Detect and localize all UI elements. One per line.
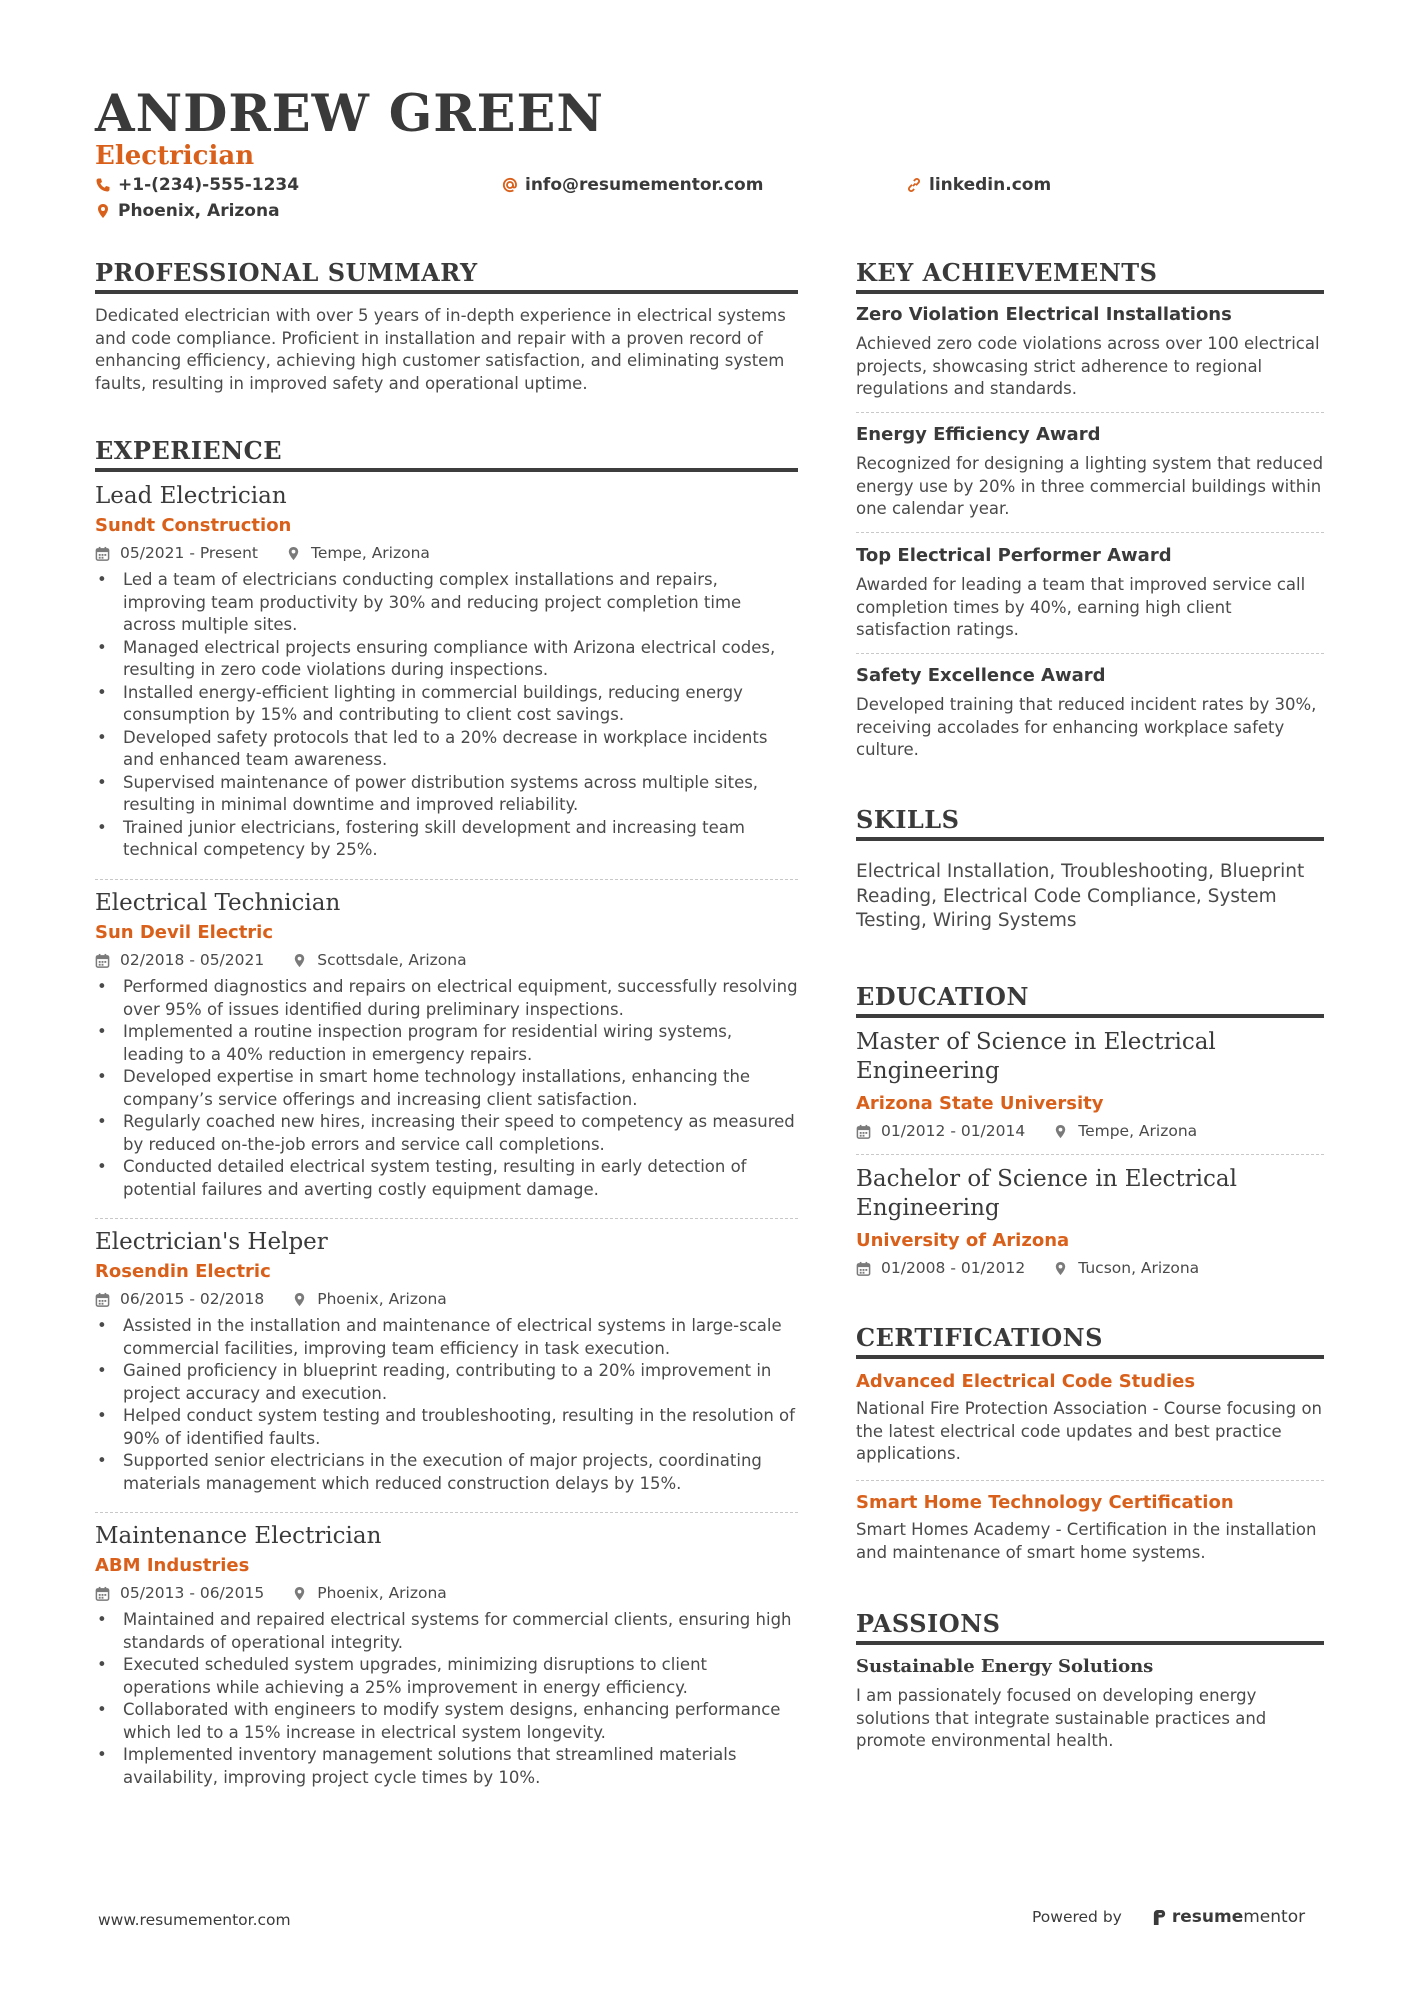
- job-bullet: • Gained proficiency in blueprint reading, contributing to a 20% improvement in project accuracy and execution.: [95, 1360, 798, 1405]
- location-text: Phoenix, Arizona: [118, 201, 280, 221]
- education-school: University of Arizona: [856, 1230, 1070, 1251]
- achievement-item: [856, 303, 1324, 401]
- phone-icon: [95, 177, 111, 193]
- job-dates: 05/2013 - 06/2015: [120, 1584, 265, 1602]
- calendar-icon: [856, 1261, 871, 1276]
- link-icon: [906, 177, 922, 193]
- job-company: Rosendin Electric: [95, 1261, 271, 1282]
- achievement-title: Energy Efficiency Award: [856, 424, 1101, 445]
- education-dates: 01/2012 - 01/2014: [881, 1122, 1026, 1140]
- job-location-text: Tempe, Arizona: [311, 544, 430, 562]
- divider: [95, 879, 798, 880]
- achievement-item: [856, 423, 1324, 521]
- section-heading-skills: SKILLS: [856, 805, 1324, 841]
- job-meta: [95, 1583, 798, 1603]
- location-pin-icon: [1053, 1261, 1068, 1276]
- powered-by-label: Powered by: [1032, 1908, 1122, 1926]
- education-location-text: Tempe, Arizona: [1078, 1122, 1198, 1140]
- location-pin-icon: [95, 203, 111, 219]
- education-location: [1053, 1121, 1197, 1141]
- education-location: [1053, 1258, 1199, 1278]
- passion-desc: I am passionately focused on developing energy solutions that integrate sustainable practices and promote environmental health.: [856, 1686, 1267, 1750]
- job-bullets: [95, 569, 798, 862]
- section-heading-education: EDUCATION: [856, 982, 1324, 1018]
- job-bullets: [95, 976, 798, 1201]
- job-dates: 06/2015 - 02/2018: [120, 1290, 265, 1308]
- job-bullet: • Executed scheduled system upgrades, minimizing disruptions to client operations while achieving a 25% improvement in energy efficiency.: [95, 1654, 798, 1699]
- job-bullet: • Developed expertise in smart home technology installations, enhancing the company’s service offerings and increasing client satisfaction.: [95, 1066, 798, 1111]
- candidate-name: ANDREW GREEN: [95, 84, 605, 144]
- section-heading-certifications: CERTIFICATIONS: [856, 1323, 1324, 1359]
- linkedin-link[interactable]: linkedin.com: [929, 175, 1052, 195]
- education-dates: 01/2008 - 01/2012: [881, 1259, 1026, 1277]
- passion-item: [856, 1655, 1324, 1753]
- job-entry: [95, 481, 798, 862]
- calendar-icon: [95, 546, 110, 561]
- job-location-text: Phoenix, Arizona: [317, 1290, 447, 1308]
- job-company: Sun Devil Electric: [95, 922, 274, 943]
- education-school: Arizona State University: [856, 1093, 1104, 1114]
- footer-website[interactable]: www.resumementor.com: [98, 1911, 291, 1929]
- divider: [856, 412, 1324, 413]
- divider: [856, 532, 1324, 533]
- calendar-icon: [95, 1586, 110, 1601]
- education-degree: Bachelor of Science in Electrical Engineering: [856, 1166, 1237, 1221]
- contact-location: [95, 200, 280, 222]
- job-meta: [95, 950, 798, 970]
- achievement-item: [856, 664, 1324, 762]
- contact-linkedin[interactable]: [906, 174, 1051, 196]
- achievement-desc: Achieved zero code violations across over 100 electrical projects, showcasing strict adherence to regional regulations and standards.: [856, 334, 1320, 398]
- job-bullet: • Managed electrical projects ensuring compliance with Arizona electrical codes, resulting in zero code violations during inspections.: [95, 637, 798, 682]
- passion-title: Sustainable Energy Solutions: [856, 1656, 1154, 1677]
- achievement-desc: Recognized for designing a lighting system that reduced energy use by 20% in three commercial buildings within one calendar year.: [856, 454, 1324, 518]
- contact-phone: [95, 174, 299, 196]
- calendar-icon: [856, 1124, 871, 1139]
- divider: [856, 653, 1324, 654]
- summary-text: Dedicated electrician with over 5 years of in-depth experience in electrical systems and code compliance. Proficient in installation and repair with a proven record of enhancing efficiency, achieving high customer satisfaction, and eliminating system faults, resulting in improved safety and operational uptime.: [95, 306, 786, 393]
- brand-light: mentor: [1243, 1907, 1306, 1927]
- job-bullet: • Implemented inventory management solutions that streamlined materials availability, improving project cycle times by 10%.: [95, 1744, 798, 1789]
- job-entry: [95, 1521, 798, 1789]
- section-heading-summary: PROFESSIONAL SUMMARY: [95, 258, 798, 294]
- divider: [95, 1218, 798, 1219]
- job-bullets: [95, 1609, 798, 1789]
- achievement-title: Top Electrical Performer Award: [856, 545, 1172, 566]
- job-title: Lead Electrician: [95, 483, 287, 509]
- job-bullet: • Installed energy-efficient lighting in commercial buildings, reducing energy consumption by 15% and contributing to client cost savings.: [95, 682, 798, 727]
- location-pin-icon: [1053, 1124, 1068, 1139]
- job-location: [292, 1583, 447, 1603]
- footer-brand: [1032, 1907, 1305, 1927]
- education-location-text: Tucson, Arizona: [1078, 1259, 1200, 1277]
- divider: [856, 1480, 1324, 1481]
- brand-bold: resume: [1171, 1907, 1244, 1927]
- email-link[interactable]: info@resumementor.com: [525, 175, 764, 195]
- resumementor-logo-icon: [1152, 1909, 1167, 1926]
- job-meta: [95, 1289, 798, 1309]
- divider: [856, 1154, 1324, 1155]
- education-meta: [856, 1121, 1324, 1141]
- job-bullet: • Assisted in the installation and maintenance of electrical systems in large-scale commercial facilities, improving team efficiency in task execution.: [95, 1315, 798, 1360]
- contact-email[interactable]: [502, 174, 763, 196]
- job-bullet: • Regularly coached new hires, increasing their speed to competency as measured by reduced on-the-job errors and service call completions.: [95, 1111, 798, 1156]
- job-entry: [95, 888, 798, 1201]
- job-location-text: Phoenix, Arizona: [317, 1584, 447, 1602]
- job-bullet: • Conducted detailed electrical system testing, resulting in early detection of potential failures and averting costly equipment damage.: [95, 1156, 798, 1201]
- achievement-item: [856, 544, 1324, 642]
- education-item: [856, 1028, 1324, 1141]
- location-pin-icon: [286, 546, 301, 561]
- job-bullet: • Helped conduct system testing and troubleshooting, resulting in the resolution of 90% of identified faults.: [95, 1405, 798, 1450]
- job-bullet: • Developed safety protocols that led to a 20% decrease in workplace incidents and enhanced team awareness.: [95, 727, 798, 772]
- job-entry: [95, 1227, 798, 1495]
- job-company: ABM Industries: [95, 1555, 250, 1576]
- job-location: [292, 950, 466, 970]
- job-bullet: • Led a team of electricians conducting complex installations and repairs, improving team productivity by 30% and reducing project completion time across multiple sites.: [95, 569, 798, 637]
- job-bullet: • Implemented a routine inspection program for residential wiring systems, leading to a 40% reduction in emergency repairs.: [95, 1021, 798, 1066]
- job-bullet: • Supervised maintenance of power distribution systems across multiple sites, resulting in minimal downtime and improved reliability.: [95, 772, 798, 817]
- certification-desc: Smart Homes Academy - Certification in the installation and maintenance of smart home systems.: [856, 1520, 1317, 1562]
- achievement-title: Zero Violation Electrical Installations: [856, 304, 1232, 325]
- certification-item: [856, 1491, 1324, 1564]
- achievement-title: Safety Excellence Award: [856, 665, 1106, 686]
- job-company: Sundt Construction: [95, 515, 292, 536]
- job-location: [286, 543, 430, 563]
- certification-desc: National Fire Protection Association - Course focusing on the latest electrical code updates and best practice applications.: [856, 1399, 1322, 1463]
- location-pin-icon: [292, 1292, 307, 1307]
- skills-text: Electrical Installation, Troubleshooting, Blueprint Reading, Electrical Code Compliance, System Testing, Wiring Systems: [856, 861, 1305, 931]
- at-icon: [502, 177, 518, 193]
- education-meta: [856, 1258, 1324, 1278]
- job-title: Electrical Technician: [95, 890, 341, 916]
- certification-item: [856, 1370, 1324, 1466]
- job-dates: 05/2021 - Present: [120, 544, 258, 562]
- calendar-icon: [95, 953, 110, 968]
- job-location: [292, 1289, 447, 1309]
- section-heading-passions: PASSIONS: [856, 1609, 1324, 1645]
- job-bullet: • Trained junior electricians, fostering skill development and increasing team technical competency by 25%.: [95, 817, 798, 862]
- certification-title: Advanced Electrical Code Studies: [856, 1371, 1196, 1392]
- job-bullet: • Maintained and repaired electrical systems for commercial clients, ensuring high standards of operational integrity.: [95, 1609, 798, 1654]
- achievement-desc: Awarded for leading a team that improved service call completion times by 40%, earning high client satisfaction ratings.: [856, 575, 1306, 639]
- achievement-desc: Developed training that reduced incident rates by 30%, receiving accolades for enhancing workplace safety culture.: [856, 695, 1317, 759]
- section-heading-experience: EXPERIENCE: [95, 436, 798, 472]
- location-pin-icon: [292, 953, 307, 968]
- resumementor-logo[interactable]: [1152, 1907, 1305, 1927]
- job-bullet: • Supported senior electricians in the execution of major projects, coordinating materials management which reduced construction delays by 15%.: [95, 1450, 798, 1495]
- certification-title: Smart Home Technology Certification: [856, 1492, 1234, 1513]
- job-bullet: • Performed diagnostics and repairs on electrical equipment, successfully resolving over 95% of issues identified during preliminary inspections.: [95, 976, 798, 1021]
- job-dates: 02/2018 - 05/2021: [120, 951, 265, 969]
- job-title: Maintenance Electrician: [95, 1523, 382, 1549]
- candidate-role: Electrician: [95, 141, 255, 171]
- location-pin-icon: [292, 1586, 307, 1601]
- job-bullet: • Collaborated with engineers to modify system designs, enhancing performance which led to a 15% increase in electrical system longevity.: [95, 1699, 798, 1744]
- education-item: [856, 1165, 1324, 1278]
- calendar-icon: [95, 1292, 110, 1307]
- job-bullets: [95, 1315, 798, 1495]
- divider: [95, 1512, 798, 1513]
- job-location-text: Scottsdale, Arizona: [317, 951, 467, 969]
- phone-text: +1-(234)-555-1234: [118, 175, 300, 195]
- job-title: Electrician's Helper: [95, 1229, 328, 1255]
- job-meta: [95, 543, 798, 563]
- education-degree: Master of Science in Electrical Engineering: [856, 1029, 1216, 1084]
- section-heading-achievements: KEY ACHIEVEMENTS: [856, 258, 1324, 294]
